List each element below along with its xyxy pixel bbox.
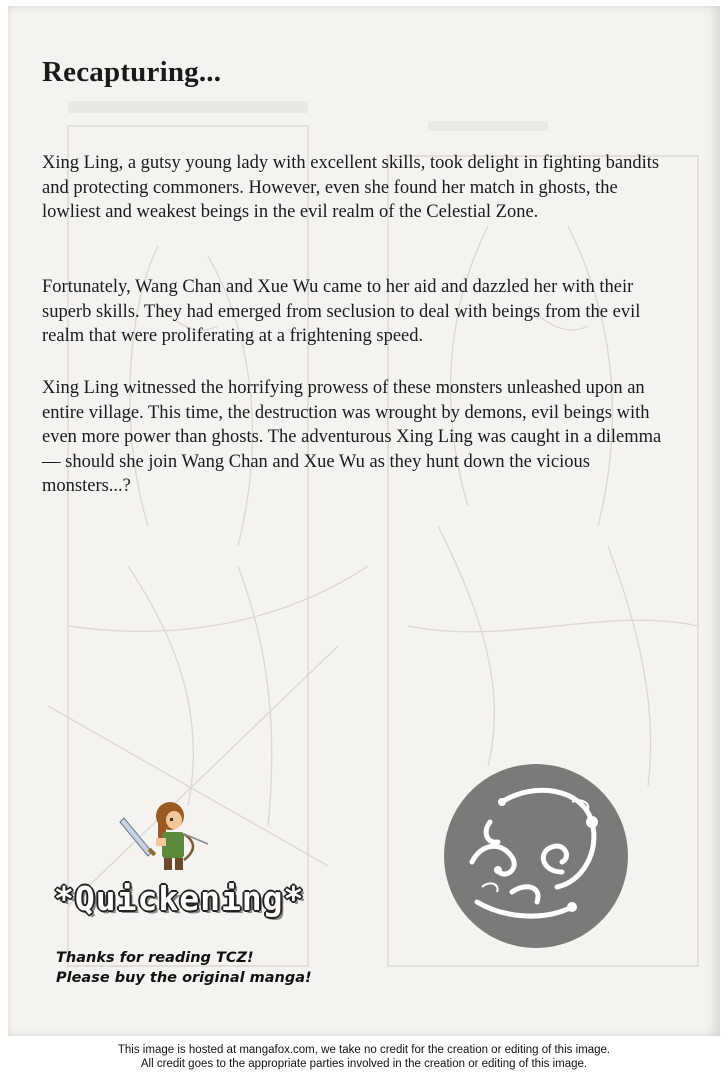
page-title: Recapturing...: [42, 56, 222, 88]
scanlation-group-logo: *Quickening*: [54, 879, 305, 918]
paragraph-1: Xing Ling, a gutsy young lady with excellent skills, took delight in fighting bandits and protecting commoners. However, even she found her match in ghosts, the lowliest and weakest beings in the evil realm of the Celestial Zone.: [42, 153, 660, 223]
scanlation-thanks: [56, 948, 312, 988]
book-page: [8, 6, 720, 1036]
cloud-swirl-emblem-icon: [442, 762, 630, 950]
thanks-line-1: Thanks for reading TCZ!: [56, 950, 254, 966]
hosting-disclaimer: [0, 1043, 728, 1071]
thanks-line-2: Please buy the original manga!: [56, 970, 312, 986]
paragraph-3: Xing Ling witnessed the horrifying prowess of these monsters unleashed upon an entire village. This time, the destruction was wrought by demons, evil beings with even more power than ghosts. The adventurous Xing Ling was caught in a dilemma — should she join Wang Chan and Xue Wu as they hunt down the vicious monsters...?: [42, 378, 662, 497]
disclaimer-line-1: This image is hosted at mangafox.com, we take no credit for the creation or editing of this image.: [117, 1044, 611, 1056]
disclaimer-line-2: All credit goes to the appropriate parties involved in the creation or editing of this image.: [140, 1058, 588, 1070]
paragraph-2: Fortunately, Wang Chan and Xue Wu came to her aid and dazzled her with their superb skills. They had emerged from seclusion to deal with beings from the evil realm that were proliferating at a frightening speed.: [42, 277, 641, 347]
swordsman-sprite-icon: [112, 796, 212, 876]
